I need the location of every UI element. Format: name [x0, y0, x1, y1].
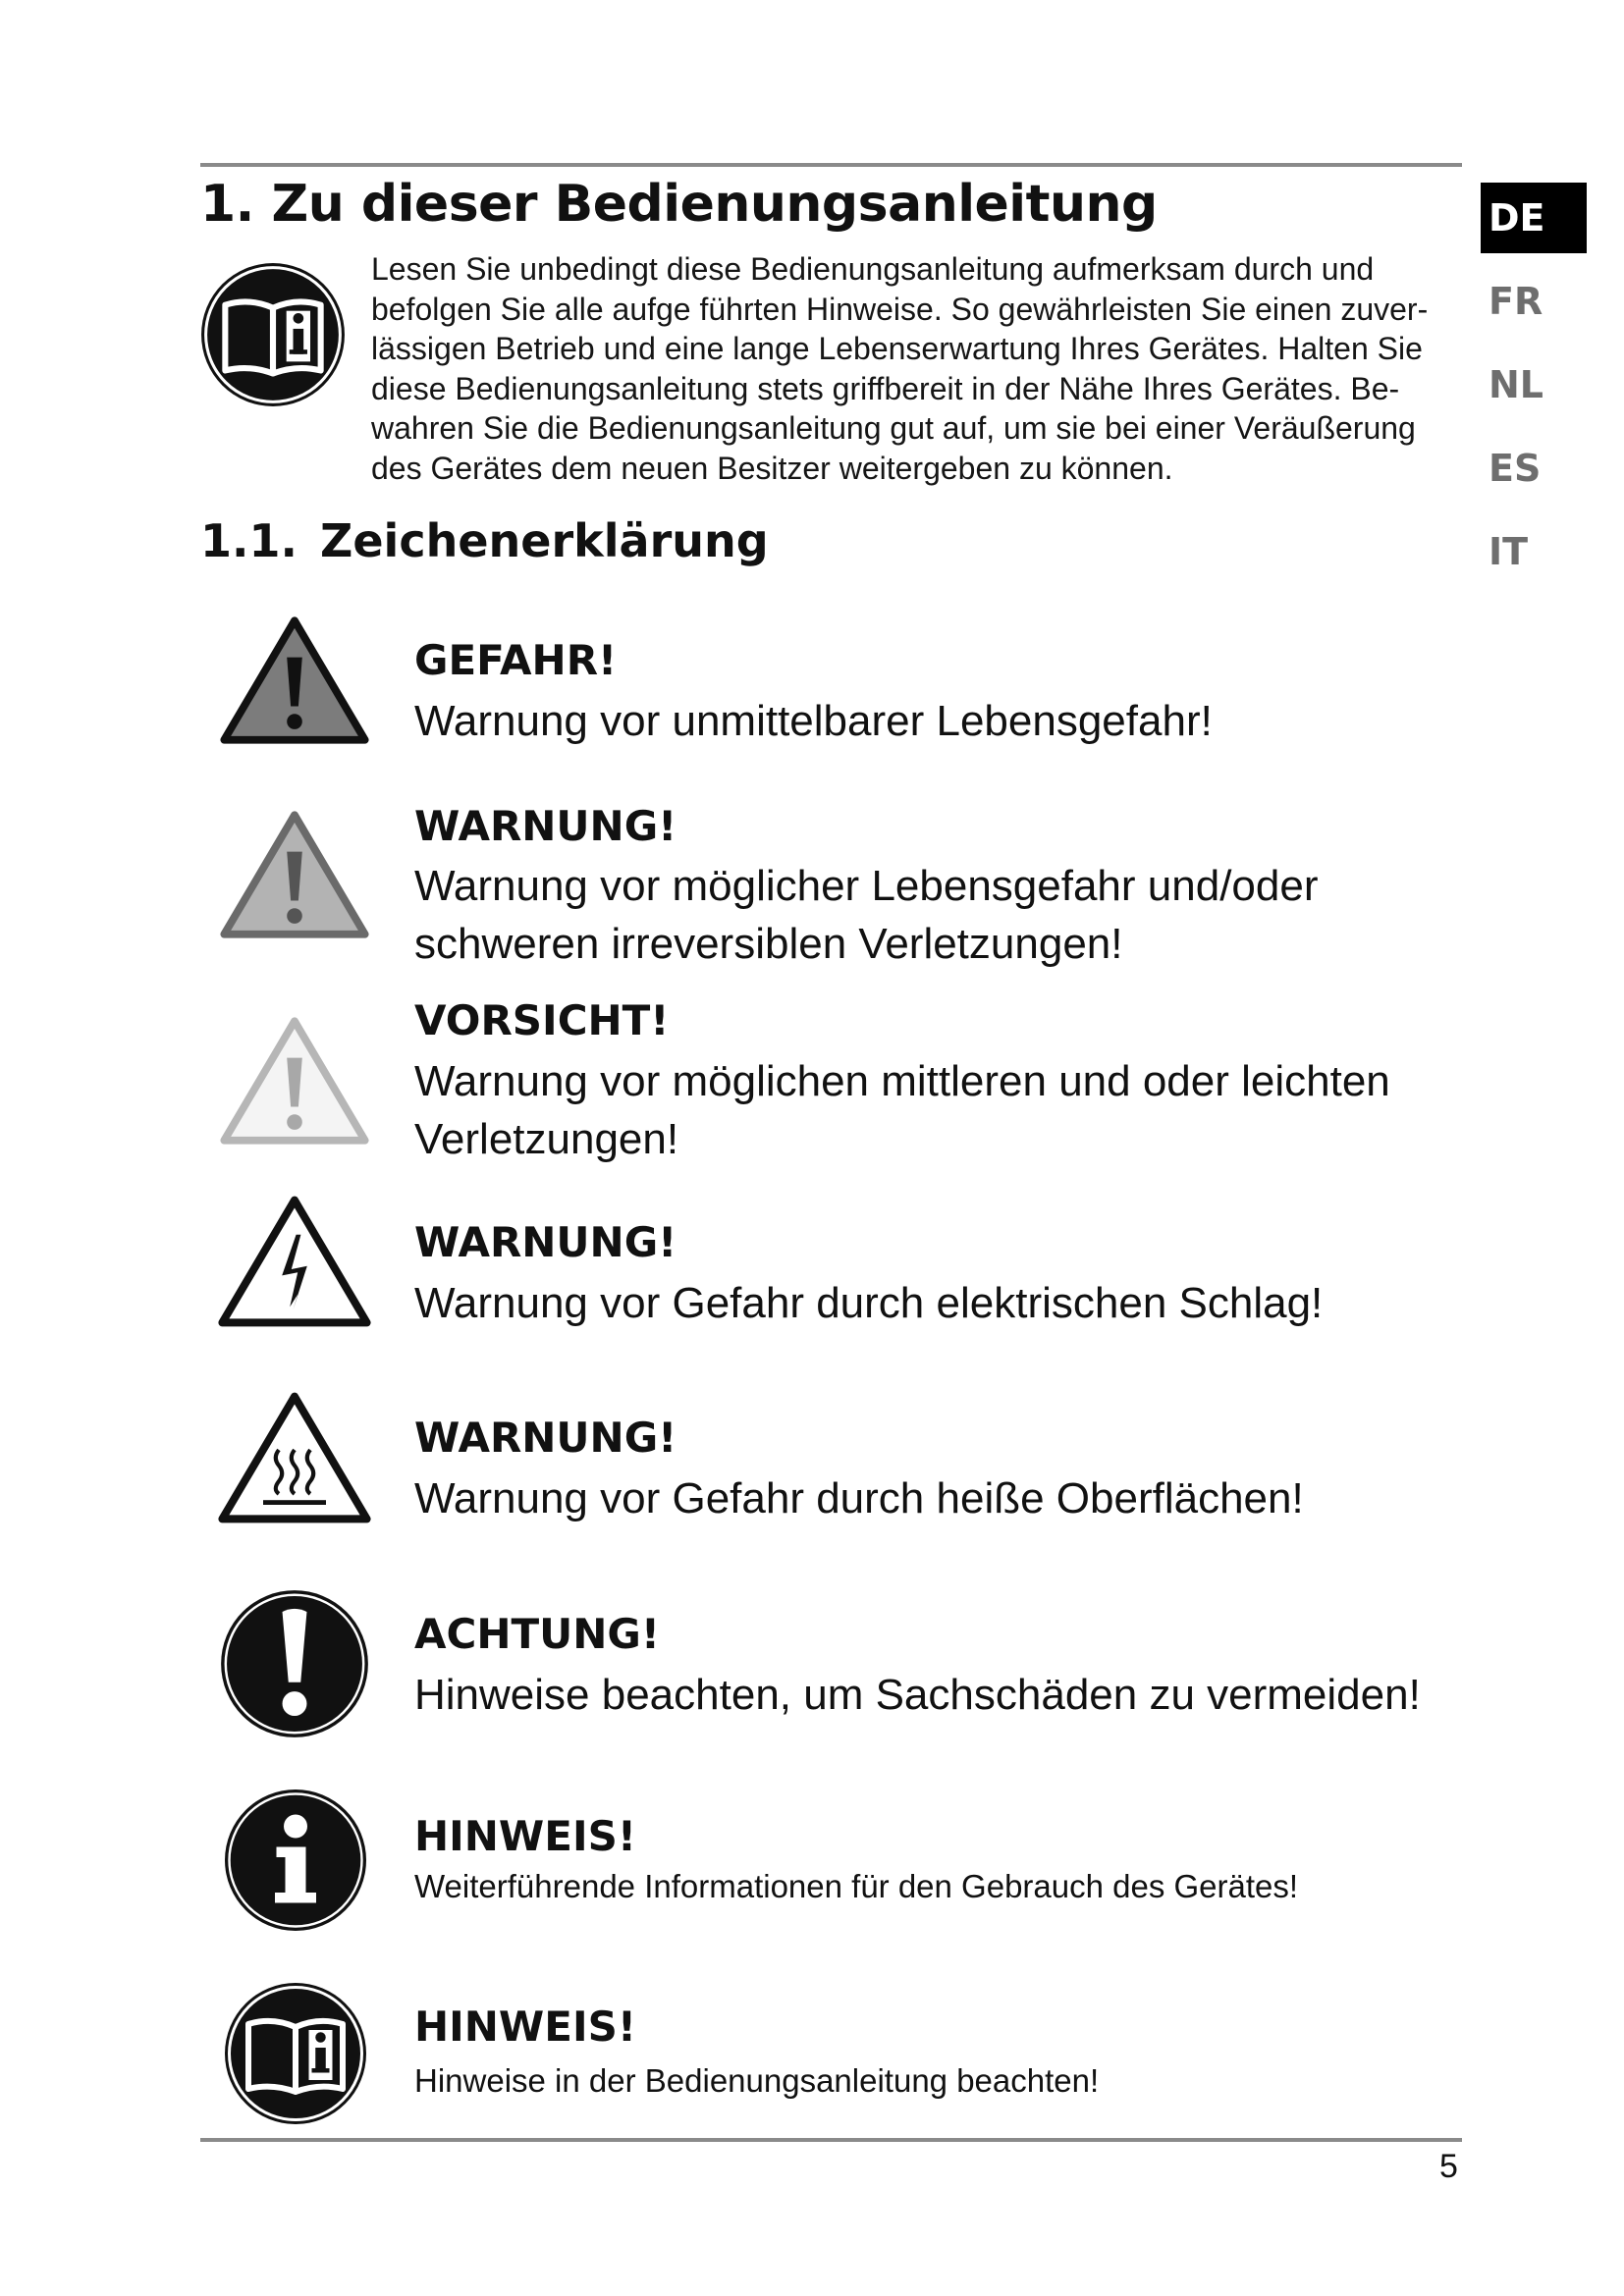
symbol-description — [414, 2061, 1475, 2101]
symbol-title: HINWEIS! — [414, 2002, 636, 2051]
symbol-title: WARNUNG! — [414, 1218, 677, 1266]
caution-triangle-icon — [218, 1015, 371, 1147]
symbol-description-line: Verletzungen! — [414, 1115, 679, 1163]
intro-paragraph — [371, 249, 1461, 488]
symbol-description-line: Warnung vor Gefahr durch elektrischen Schlag! — [414, 1279, 1324, 1327]
symbol-description — [414, 1867, 1475, 1906]
subsection-heading — [200, 514, 769, 567]
section-title: Zu dieser Bedienungsanleitung — [271, 175, 1158, 234]
info-circle-icon — [222, 1787, 369, 1934]
hot-surface-icon — [216, 1390, 373, 1525]
symbol-description-line: schweren irreversiblen Verletzungen! — [414, 920, 1123, 968]
symbol-description-line: Warnung vor möglichen mittleren und oder leichten — [414, 1057, 1390, 1105]
section-number: 1. — [200, 175, 254, 234]
symbol-title: HINWEIS! — [414, 1812, 636, 1860]
intro-line: wahren Sie die Bedienungsanleitung gut auf, um sie bei einer Veräußerung — [371, 410, 1416, 446]
symbol-title: ACHTUNG! — [414, 1610, 661, 1658]
symbol-description — [414, 1052, 1475, 1168]
language-tab-fr[interactable]: FR — [1489, 280, 1543, 323]
symbol-description — [414, 692, 1475, 750]
danger-triangle-icon — [218, 614, 371, 746]
language-tab-it[interactable]: IT — [1489, 530, 1529, 573]
symbol-description-line: Warnung vor unmittelbarer Lebensgefahr! — [414, 697, 1213, 745]
symbol-title: WARNUNG! — [414, 1414, 677, 1462]
subsection-title: Zeichenerklärung — [320, 514, 769, 567]
symbol-title: WARNUNG! — [414, 802, 677, 850]
symbol-title: VORSICHT! — [414, 996, 670, 1044]
page-number: 5 — [1439, 2148, 1458, 2185]
section-heading — [200, 175, 1158, 234]
symbol-description-line: Weiterführende Informationen für den Gebrauch des Gerätes! — [414, 1868, 1299, 1904]
manual-info-icon — [198, 260, 348, 409]
intro-line: lässigen Betrieb und eine lange Lebenserwartung Ihres Gerätes. Halten Sie — [371, 331, 1423, 366]
symbol-description-line: Warnung vor Gefahr durch heiße Oberflächen! — [414, 1474, 1304, 1522]
intro-line: diese Bedienungsanleitung stets griffbereit in der Nähe Ihres Gerätes. Be- — [371, 370, 1400, 406]
symbol-description-line: Hinweise in der Bedienungsanleitung beachten! — [414, 2062, 1100, 2099]
symbol-description — [414, 1274, 1475, 1332]
symbol-description-line: Hinweise beachten, um Sachschäden zu vermeiden! — [414, 1671, 1421, 1719]
symbol-title: GEFAHR! — [414, 636, 618, 684]
intro-line: befolgen Sie alle aufge führten Hinweise. So gewährleisten Sie einen zuver- — [371, 291, 1429, 327]
warning-triangle-icon — [218, 809, 371, 940]
language-tab-de[interactable]: DE — [1481, 183, 1587, 253]
electric-shock-icon — [216, 1194, 373, 1329]
subsection-number: 1.1. — [200, 514, 298, 567]
symbol-description — [414, 1469, 1475, 1527]
bottom-rule — [200, 2138, 1462, 2142]
manual-info-icon — [222, 1980, 369, 2127]
top-rule — [200, 163, 1462, 167]
symbol-description — [414, 1666, 1475, 1724]
intro-line: Lesen Sie unbedingt diese Bedienungsanleitung aufmerksam durch und — [371, 251, 1375, 287]
language-tab-nl[interactable]: NL — [1489, 363, 1544, 406]
language-tab-es[interactable]: ES — [1489, 447, 1542, 490]
exclamation-circle-icon — [218, 1587, 371, 1740]
intro-line: des Gerätes dem neuen Besitzer weitergeben zu können. — [371, 450, 1173, 486]
symbol-description-line: Warnung vor möglicher Lebensgefahr und/oder — [414, 862, 1319, 910]
symbol-description — [414, 857, 1475, 973]
